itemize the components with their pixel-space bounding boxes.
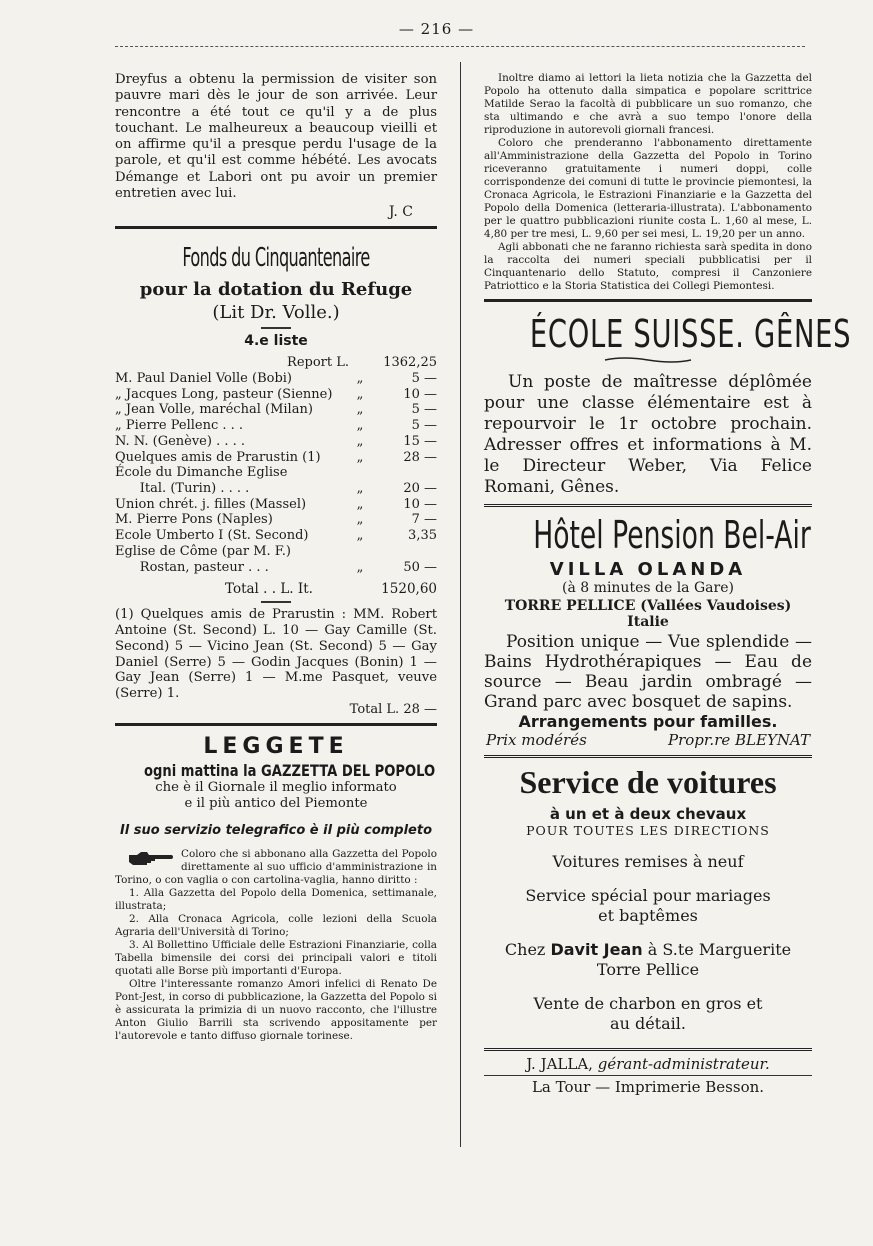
- inoltre-paragraph: Inoltre diamo ai lettori la lieta notizia che la Gazzetta del Popolo ha ottenuto dalla simpatica e popolare scrittrice Matilde Serao la facoltà di pubblicare un suo romanzo, che sta ultimando e che avrà a suo tempo l'onore della riproduzione in autorevoli giornali francesi.: [484, 72, 812, 136]
- header-rule: [115, 46, 805, 47]
- donation-ditto: „: [356, 402, 364, 418]
- hotel-location: TORRE PELLICE (Vallées Vaudoises) Italie: [504, 598, 792, 630]
- donation-ditto: „: [356, 386, 364, 402]
- total-amount: 1520,60: [381, 581, 437, 598]
- chevaux-line: à un et à deux chevaux: [549, 805, 747, 823]
- donation-name: Eglise de Côme (par M. F.): [115, 543, 291, 559]
- charbon-line: Vente de charbon en gros et au détail.: [533, 994, 763, 1033]
- donation-row: [115, 528, 437, 544]
- donation-amount: 20 —: [403, 481, 437, 496]
- prarustin-note: (1) Quelques amis de Prarustin : MM. Robert Antoine (St. Second) L. 10 — Gay Camille (St. Second) 5 — Vicino Jean (St. Second) 5 — Gay Daniel (Serre) 5 — Godin Jacques (Bonin) 1 — Gay Jean (Serre) 1 — M.me Pasquet, veuve (Serre) 1.: [115, 607, 437, 702]
- report-row: [115, 355, 437, 371]
- donation-amount: [371, 544, 437, 560]
- small-rule-2: [261, 601, 291, 603]
- donation-name: „ Pierre Pellenc . . .: [115, 418, 244, 434]
- donation-name: „ Jean Volle, maréchal (Milan): [115, 402, 313, 418]
- donation-row: [115, 560, 437, 576]
- report-amount: 1362,25: [383, 355, 437, 371]
- oltre-paragraph: Oltre l'interessante romanzo Amori infelici di Renato De Pont-Jest, in corso di pubblicazione, la Gazzetta del Popolo si è assicurata la primizia di un nuovo racconto, che l'illustre Anton Giulio Barrili sta scrivendo appositamente per l'autorevole e tanto diffuso giornale torinese.: [115, 977, 437, 1042]
- prix-label: Prix modérés: [486, 731, 587, 749]
- donation-ditto: „: [356, 512, 364, 528]
- signature: J. C: [388, 204, 413, 221]
- donation-row: [115, 418, 437, 434]
- chez-name: Davit Jean: [550, 940, 643, 959]
- fonds-subtitle: pour la dotation du Refuge: [139, 279, 413, 301]
- donation-name: „ Jacques Long, pasteur (Sienne): [115, 386, 333, 402]
- donation-ditto: „: [356, 481, 364, 496]
- gerant-role: gérant-administrateur.: [597, 1055, 770, 1073]
- donation-row: [115, 402, 437, 418]
- list-item: 2. Alla Cronaca Agricola, colle lezioni della Scuola Agraria dell'Università di Torino;: [115, 912, 437, 938]
- list-item: 3. Al Bollettino Ufficiale delle Estrazioni Finanziarie, colla Tabella bimensile dei corsi dei principali valori e titoli quotati alle Borse più importanti d'Europa.: [115, 938, 437, 977]
- donation-amount: 5 —: [411, 402, 437, 418]
- ecole-title: ÉCOLE SUISSE. GÊNES: [529, 312, 852, 356]
- donation-row: [115, 481, 437, 497]
- donation-row: [115, 465, 437, 481]
- gazzetta-sub2: e il più antico del Piemonte: [184, 796, 368, 812]
- leggete-title: LEGGETE: [203, 734, 349, 759]
- small-rule: [261, 327, 291, 329]
- chez-prefix: Chez: [504, 940, 546, 959]
- donation-row: [115, 434, 437, 450]
- gerant-name: J. JALLA,: [526, 1055, 593, 1073]
- donation-name: N. N. (Genève) . . . .: [115, 433, 245, 449]
- fonds-subtitle-2: (Lit Dr. Volle.): [212, 302, 340, 324]
- donation-ditto: „: [356, 496, 364, 512]
- donation-amount: 10 —: [403, 496, 437, 512]
- donation-ditto: [349, 544, 371, 560]
- left-column: [115, 72, 437, 1043]
- coloro-paragraph: Coloro che si abbonano alla Gazzetta del Popolo direttamente al suo ufficio d'amministrazione in Torino, o con vaglia o con cartolina-vaglia, hanno diritto :: [115, 847, 437, 886]
- donation-amount: 3,35: [408, 528, 437, 544]
- donation-name: Quelques amis de Prarustin (1): [115, 449, 321, 465]
- chez-line: [484, 940, 812, 960]
- total-label: Total . . L. It.: [225, 581, 313, 598]
- donation-row: [115, 512, 437, 528]
- prix-row: [484, 731, 812, 749]
- donation-ditto: „: [356, 371, 364, 387]
- fonds-title: Fonds du Cinquantenaire: [182, 243, 370, 274]
- villa-name: VILLA OLANDA: [549, 559, 747, 580]
- imprimerie-line: La Tour — Imprimerie Besson.: [531, 1078, 765, 1096]
- donation-amount: [371, 465, 437, 481]
- donation-name: Ecole Umberto I (St. Second): [115, 528, 309, 544]
- donation-amount: 15 —: [403, 433, 437, 449]
- donation-row: [115, 497, 437, 513]
- chez-suffix: à S.te Marguerite: [647, 940, 792, 959]
- hotel-paragraph: Position unique — Vue splendide — Bains Hydrothérapiques — Eau de source — Beau jardin ombragé — Grand parc avec bosquet de sapins.: [484, 632, 812, 712]
- agli-paragraph: Agli abbonati che ne faranno richiesta sarà spedita in dono la raccolta dei numeri speciali pubblicatisi per il Cinquantenario dello Statuto, compresi il Canzoniere Patriottico e la Storia Statistica dei Collegi Piemontesi.: [484, 241, 812, 292]
- coloro2-paragraph: Coloro che prenderanno l'abbonamento direttamente all'Amministrazione della Gazzetta del Popolo in Torino riceveranno gratuitamente i numeri doppi, colle corrispondenze dei comuni di tutte le provincie piemontesi, la Cronaca Agricola, le Estrazioni Finanziarie e la Gazzetta del Popolo della Domenica (letteraria-illustrata). L'abbonamento per le quattro pubblicazioni riunite costa L. 1,60 al mese, L. 4,80 per tre mesi, L. 9,60 per sei mesi, L. 19,20 per un anno.: [484, 137, 812, 240]
- donation-ditto: „: [356, 418, 364, 434]
- voitures-line: Voitures remises à neuf: [552, 852, 744, 871]
- section-rule: [115, 226, 437, 229]
- gerant-line: [484, 1055, 812, 1073]
- section-rule-4: [484, 504, 812, 507]
- donation-ditto: „: [356, 528, 364, 544]
- hotel-title: Hôtel Pension Bel-Air: [533, 513, 811, 557]
- proprietor-label: Propr.re BLEYNAT: [668, 731, 810, 749]
- donation-name: Rostan, pasteur . . .: [115, 559, 269, 575]
- note-total: Total L. 28 —: [349, 702, 437, 717]
- donation-row: [115, 450, 437, 466]
- servizio-line: Il suo servizio telegrafico è il più completo: [119, 822, 433, 838]
- donation-amount: 28 —: [403, 449, 437, 465]
- dreyfus-paragraph: Dreyfus a obtenu la permission de visiter son pauvre mari dès le jour de son arrivée. Leur rencontre a été tout ce qu'il y a de plus touchant. Le malheureux a beaucoup vieilli et on affirme qu'il a presque perdu l'usage de la parole, et qu'il est comme hébété. Les avocats Démange et Labori ont pu avoir un premier entretien avec lui.: [115, 72, 437, 202]
- page-number: — 216 —: [398, 20, 475, 38]
- gazzetta-sub1: che è il Giornale il meglio informato: [155, 780, 397, 795]
- donation-amount: 50 —: [403, 559, 437, 575]
- column-divider: [460, 62, 461, 1147]
- swash-ornament-icon: [603, 356, 693, 364]
- directions-line: POUR TOUTES LES DIRECTIONS: [526, 823, 770, 838]
- torre-pellice-line: Torre Pellice: [596, 960, 700, 979]
- donation-name: M. Pierre Pons (Naples): [115, 512, 273, 528]
- donations-table: [115, 355, 437, 575]
- donation-ditto: „: [356, 449, 364, 465]
- donation-ditto: „: [356, 559, 364, 575]
- right-column: [484, 72, 852, 1096]
- service-title: Service de voitures: [519, 764, 777, 800]
- donation-name: Ital. (Turin) . . . .: [115, 481, 250, 496]
- donation-name: Union chrét. j. filles (Massel): [115, 496, 307, 512]
- pointing-hand-icon: [129, 850, 173, 866]
- donation-amount: 5 —: [411, 418, 437, 434]
- special-service: Service spécial pour mariages et baptêmes: [525, 886, 771, 925]
- benefits-list: [115, 887, 437, 978]
- donation-name: École du Dimanche Eglise: [115, 465, 288, 481]
- donation-amount: 10 —: [403, 386, 437, 402]
- donation-row: [115, 371, 437, 387]
- total-line: [115, 581, 437, 597]
- donation-ditto: [349, 465, 371, 481]
- donation-row: [115, 387, 437, 403]
- section-rule-6: [484, 1048, 812, 1051]
- ecole-paragraph: Un poste de maîtresse déplômée pour une classe élémentaire est à repourvoir le 1r octobre prochain. Adresser offres et informations à M. le Directeur Weber, Via Felice Romani, Gênes.: [484, 372, 812, 497]
- section-rule-2: [115, 723, 437, 726]
- list-item: 1. Alla Gazzetta del Popolo della Domenica, settimanale, illustrata;: [115, 886, 437, 912]
- gazzetta-title: ogni mattina la GAZZETTA DEL POPOLO: [143, 761, 436, 780]
- section-rule-5: [484, 755, 812, 758]
- section-rule-3: [484, 299, 812, 302]
- donation-amount: 5 —: [411, 371, 437, 387]
- arrangements-line: Arrangements pour familles.: [518, 712, 778, 731]
- donation-name: M. Paul Daniel Volle (Bobi): [115, 371, 293, 387]
- donation-row: [115, 544, 437, 560]
- footer-rule: [484, 1075, 812, 1076]
- report-label: Report L.: [287, 355, 349, 371]
- donation-ditto: „: [356, 433, 364, 449]
- donation-amount: 7 —: [411, 512, 437, 528]
- liste-title: 4.e liste: [244, 333, 308, 350]
- hotel-distance: (à 8 minutes de la Gare): [562, 580, 734, 596]
